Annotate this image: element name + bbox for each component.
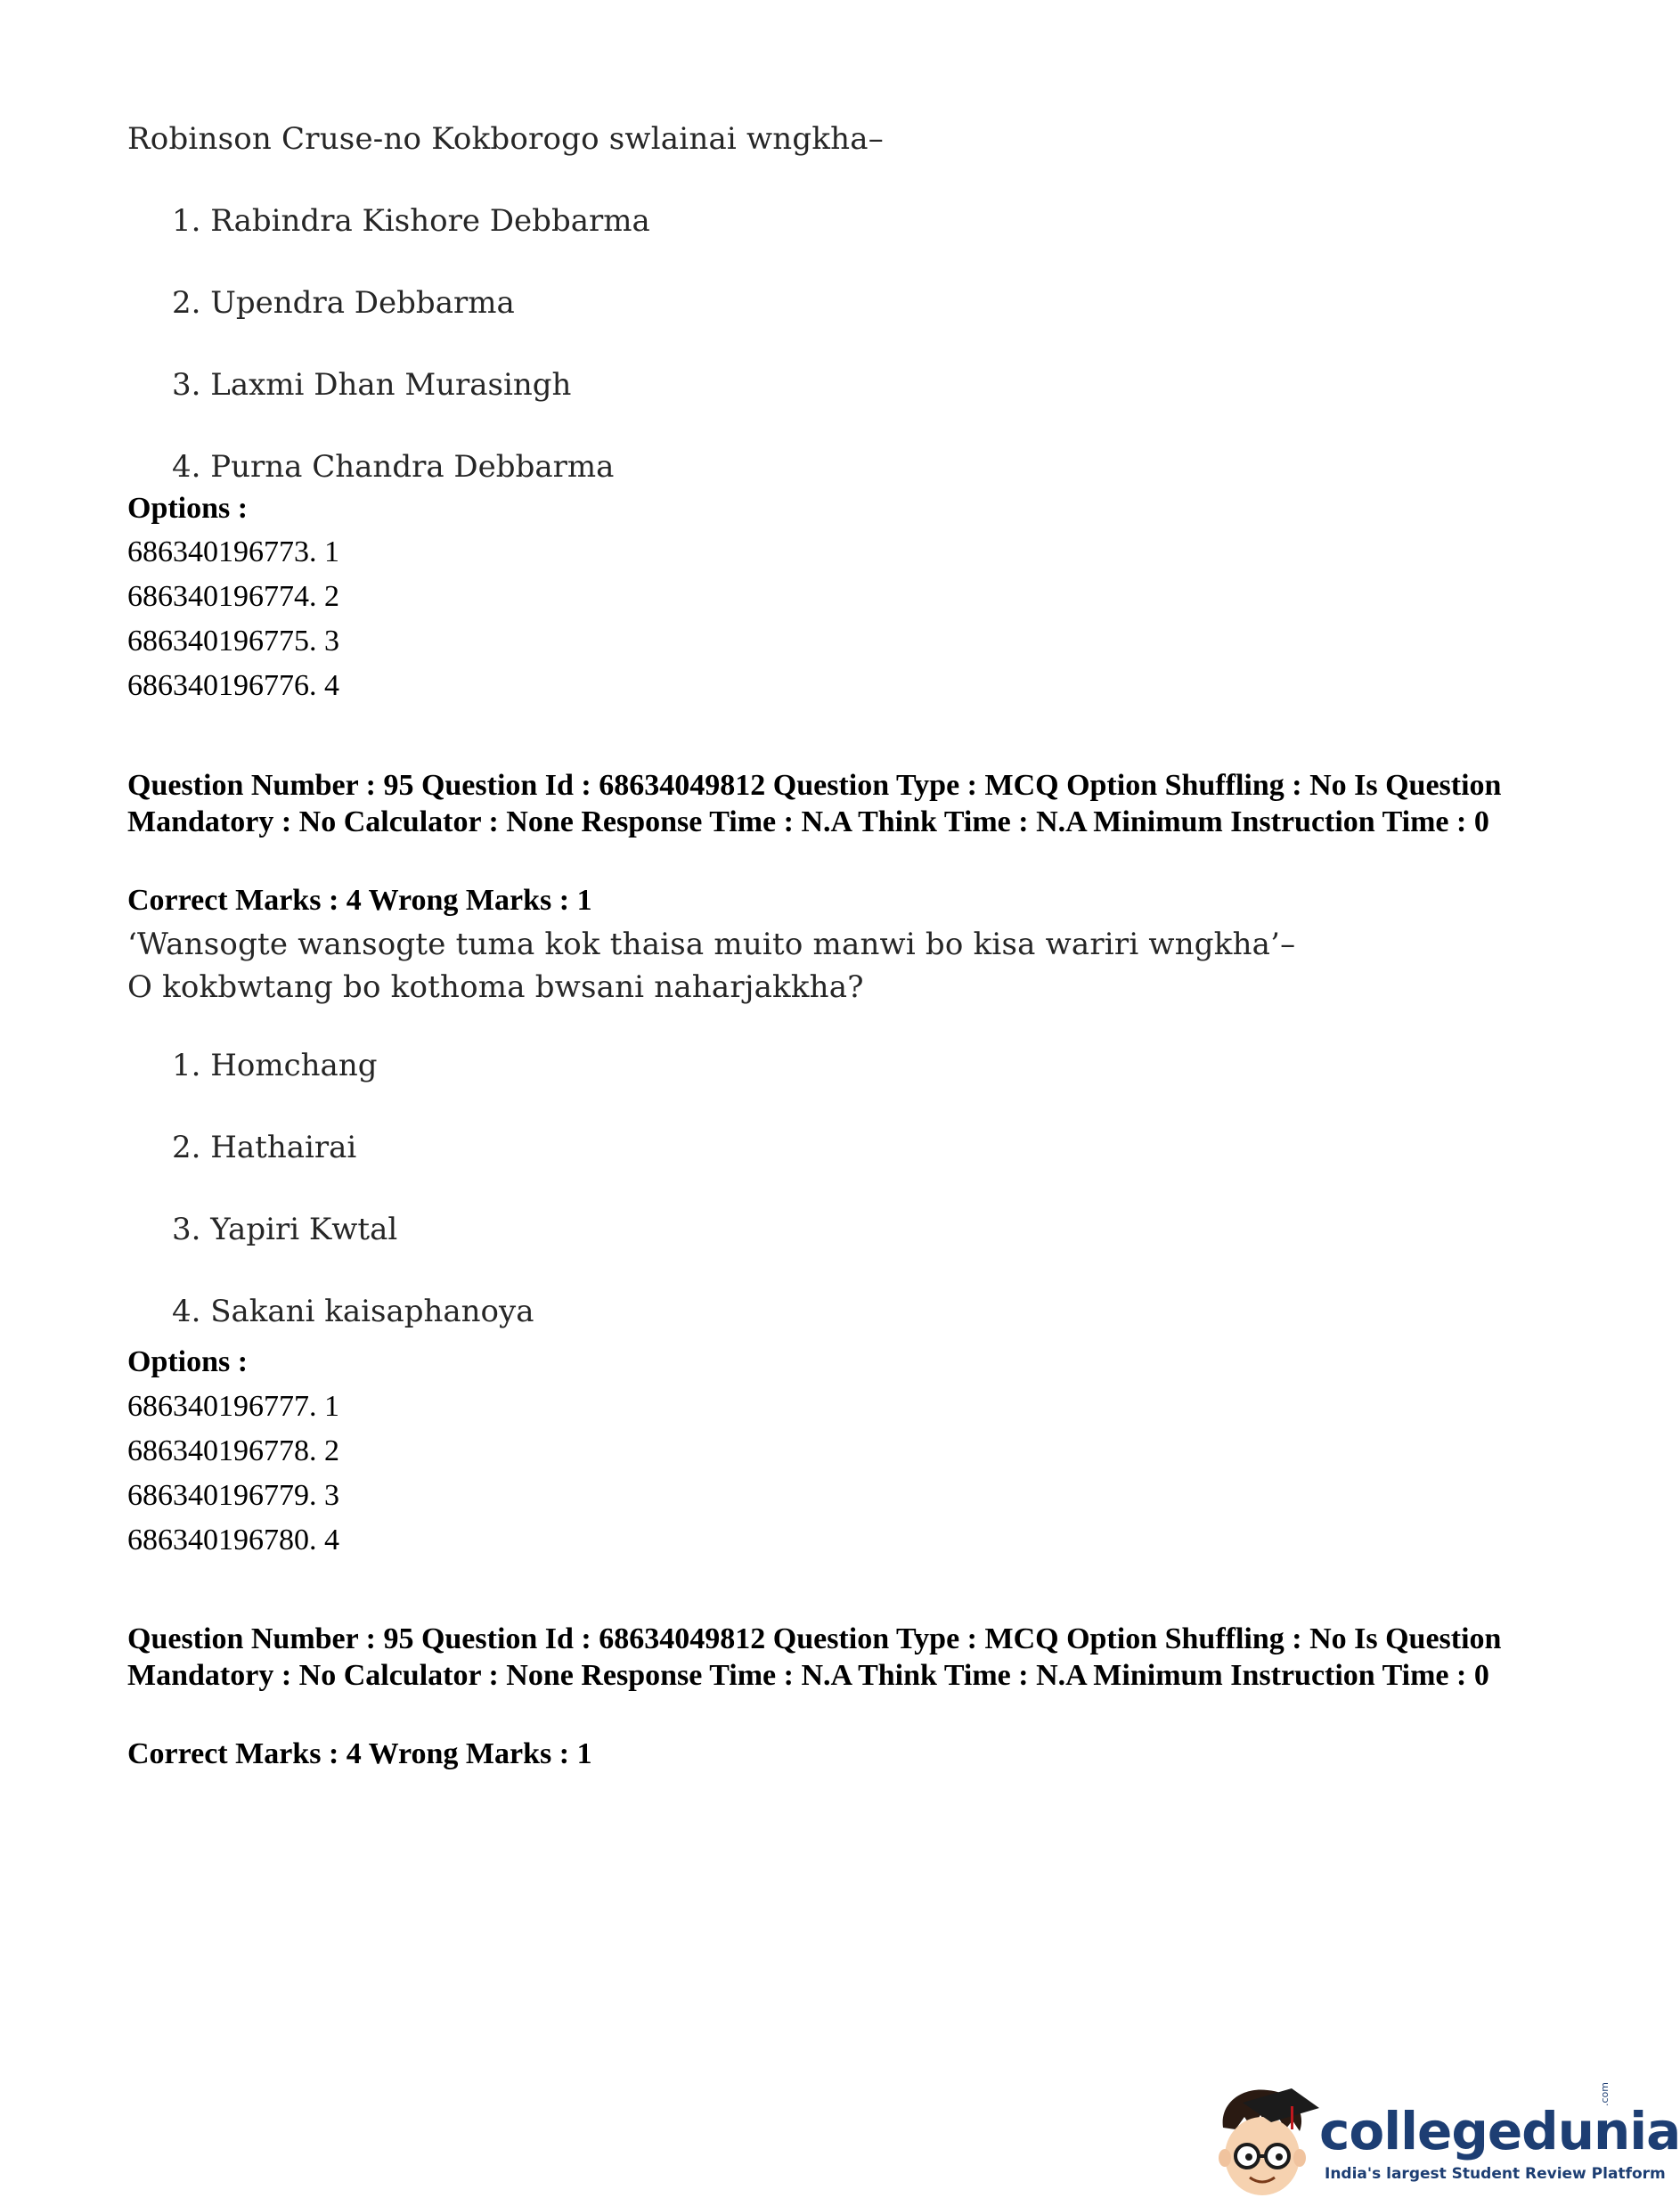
option-line: 686340196780. 4: [127, 1524, 339, 1556]
question-meta: Question Number : 95 Question Id : 68634049812 Question Type : MCQ Option Shuffling : No Is Question Mandatory : No Calculator : None Response Time : N.A Think Time : N.A Minimum Instruction Time : 0: [127, 1622, 1502, 1692]
option-line: 686340196774. 2: [127, 580, 339, 613]
logo-tagline: India's largest Student Review Platform: [1325, 2165, 1666, 2183]
options-label: Options :: [127, 1345, 249, 1378]
option-line: 686340196773. 1: [127, 535, 339, 568]
question-1-stem: [127, 118, 884, 160]
option-line: 686340196779. 3: [127, 1479, 339, 1512]
option-line: 686340196778. 2: [127, 1434, 339, 1467]
choice-item: 4. Purna Chandra Debbarma: [172, 449, 615, 485]
choice-item: 3. Laxmi Dhan Murasingh: [172, 367, 572, 403]
option-line: 686340196775. 3: [127, 625, 339, 658]
marks-line: Correct Marks : 4 Wrong Marks : 1: [127, 884, 592, 917]
question-meta: Question Number : 95 Question Id : 68634049812 Question Type : MCQ Option Shuffling : No Is Question Mandatory : No Calculator : None Response Time : N.A Think Time : N.A Minimum Instruction Time : 0: [127, 769, 1502, 838]
collegedunia-logo: [1207, 2076, 1680, 2201]
student-mascot-icon: [1207, 2076, 1323, 2201]
question-stem-line-1: ‘Wansogte wansogte tuma kok thaisa muito manwi bo kisa wariri wngkha’–: [127, 927, 1296, 962]
choice-item: 2. Hathairai: [172, 1130, 357, 1165]
choice-item: 1. Homchang: [172, 1048, 378, 1083]
choice-item: 2. Upendra Debbarma: [172, 285, 515, 321]
choice-item: 4. Sakani kaisaphanoya: [172, 1294, 534, 1329]
question-stem-line-2: O kokbwtang bo kothoma bwsani naharjakkha?: [127, 969, 864, 1005]
logo-domain-suffix: .com: [1599, 2082, 1611, 2106]
choice-item: 1. Rabindra Kishore Debbarma: [172, 203, 650, 239]
option-line: 686340196776. 4: [127, 669, 339, 702]
choice-item: 3. Yapiri Kwtal: [172, 1212, 398, 1247]
options-label: Options :: [127, 492, 249, 525]
logo-wordmark: collegedunia: [1319, 2101, 1680, 2161]
question-2-stem: [127, 923, 1295, 1009]
question-stem: Robinson Cruse-no Kokborogo swlainai wngkha–: [127, 121, 884, 157]
marks-line: Correct Marks : 4 Wrong Marks : 1: [127, 1737, 592, 1770]
option-line: 686340196777. 1: [127, 1390, 339, 1423]
